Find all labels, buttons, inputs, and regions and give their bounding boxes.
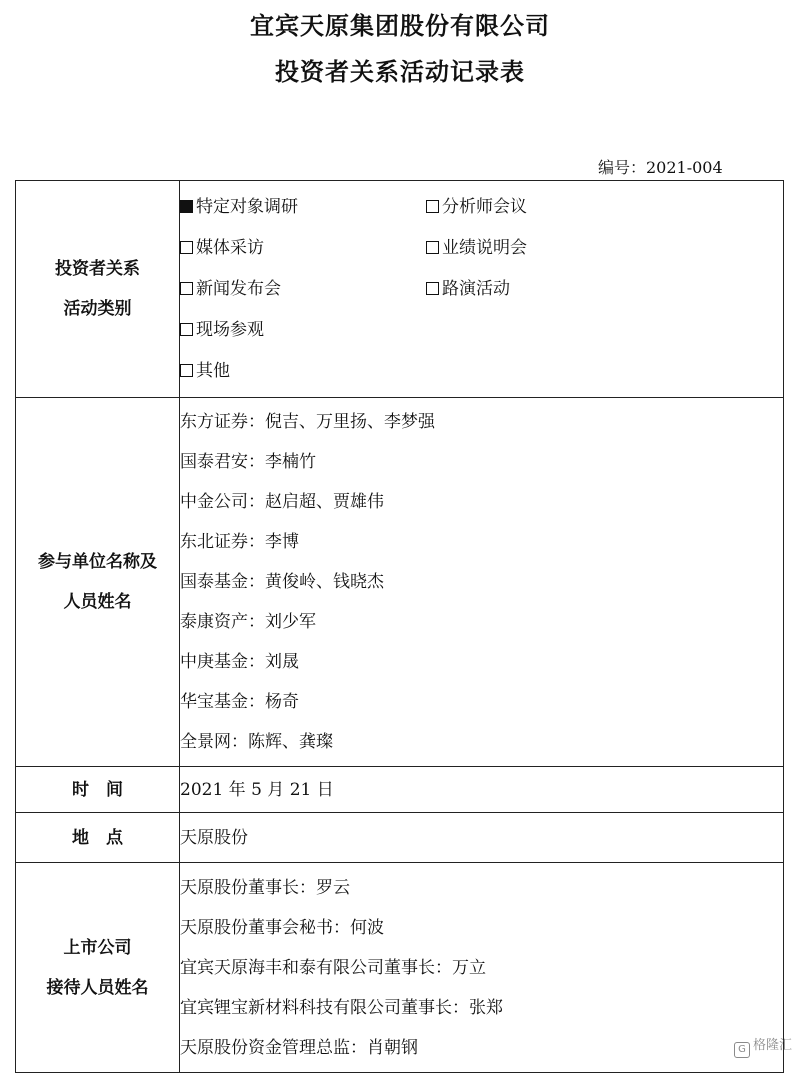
option-item <box>180 187 426 228</box>
option-item <box>426 187 666 228</box>
option-item <box>426 228 666 269</box>
checkbox-empty-icon <box>180 241 193 254</box>
gelonghui-logo-icon: G <box>734 1042 750 1058</box>
participant-item: 泰康资产：刘少军 <box>180 612 316 632</box>
participants-label <box>16 398 180 767</box>
label-line: 接待人员姓名 <box>46 977 149 998</box>
time-value <box>180 767 784 813</box>
place-label: 地 点 <box>16 813 180 863</box>
label-line: 投资者关系 <box>55 259 140 279</box>
checkbox-checked-icon <box>180 200 193 213</box>
option-label: 路演活动 <box>442 278 510 299</box>
checkbox-empty-icon <box>426 200 439 213</box>
participant-item: 东方证券：倪吉、万里扬、李梦强 <box>180 412 435 432</box>
watermark <box>734 1034 792 1058</box>
participant-item: 中金公司：赵启超、贾雄伟 <box>180 492 384 512</box>
option-label: 特定对象调研 <box>196 196 298 217</box>
label-line: 人员姓名 <box>63 592 132 612</box>
watermark-text: 格隆汇 <box>752 1038 792 1053</box>
row-time <box>16 767 784 813</box>
option-label: 现场参观 <box>196 319 264 340</box>
option-label: 业绩说明会 <box>442 237 527 258</box>
row-participants <box>16 398 784 767</box>
participant-item: 东北证券：李博 <box>180 532 299 552</box>
participant-item: 国泰基金：黄俊岭、钱晓杰 <box>180 572 384 592</box>
checkbox-empty-icon <box>180 323 193 336</box>
reception-item: 天原股份董事会秘书：何波 <box>180 917 384 938</box>
label-line: 参与单位名称及 <box>38 552 157 572</box>
document-title: 投资者关系活动记录表 <box>275 58 525 86</box>
place-text: 天原股份 <box>180 827 248 848</box>
option-item <box>180 269 426 310</box>
time-label: 时 间 <box>16 767 180 813</box>
checkbox-empty-icon <box>180 364 193 377</box>
participant-item: 国泰君安：李楠竹 <box>180 452 316 472</box>
row-activity-type <box>16 181 784 398</box>
row-reception <box>16 863 784 1073</box>
row-place <box>16 813 784 863</box>
option-label: 分析师会议 <box>442 196 527 217</box>
option-label: 其他 <box>196 360 230 381</box>
record-table <box>15 180 784 1073</box>
activity-type-label <box>16 181 180 398</box>
option-item <box>426 269 666 310</box>
option-item <box>180 310 426 351</box>
option-label: 媒体采访 <box>196 237 264 258</box>
option-item <box>180 228 426 269</box>
activity-type-options <box>180 181 784 398</box>
reception-item: 宜宾锂宝新材料科技有限公司董事长：张郑 <box>180 997 503 1018</box>
participant-item: 全景网：陈辉、龚璨 <box>180 732 333 752</box>
participants-list <box>180 398 784 767</box>
participant-item: 中庚基金：刘晟 <box>180 652 299 672</box>
checkbox-empty-icon <box>180 282 193 295</box>
checkbox-empty-icon <box>426 241 439 254</box>
label-line: 上市公司 <box>63 937 132 958</box>
checkbox-empty-icon <box>426 282 439 295</box>
label-line: 活动类别 <box>63 299 132 319</box>
option-item <box>180 351 426 392</box>
participant-item: 华宝基金：杨奇 <box>180 692 299 712</box>
option-spacer <box>426 310 666 351</box>
reception-item: 宜宾天原海丰和泰有限公司董事长：万立 <box>180 957 486 978</box>
company-title: 宜宾天原集团股份有限公司 <box>250 12 550 40</box>
document-number: 编号：2021-004 <box>598 158 723 177</box>
reception-list <box>180 863 784 1073</box>
reception-label <box>16 863 180 1073</box>
time-text: 2021 年 5 月 21 日 <box>180 779 334 800</box>
place-value <box>180 813 784 863</box>
reception-item: 天原股份资金管理总监：肖朝钢 <box>180 1037 418 1058</box>
reception-item: 天原股份董事长：罗云 <box>180 877 350 898</box>
option-label: 新闻发布会 <box>196 278 281 299</box>
